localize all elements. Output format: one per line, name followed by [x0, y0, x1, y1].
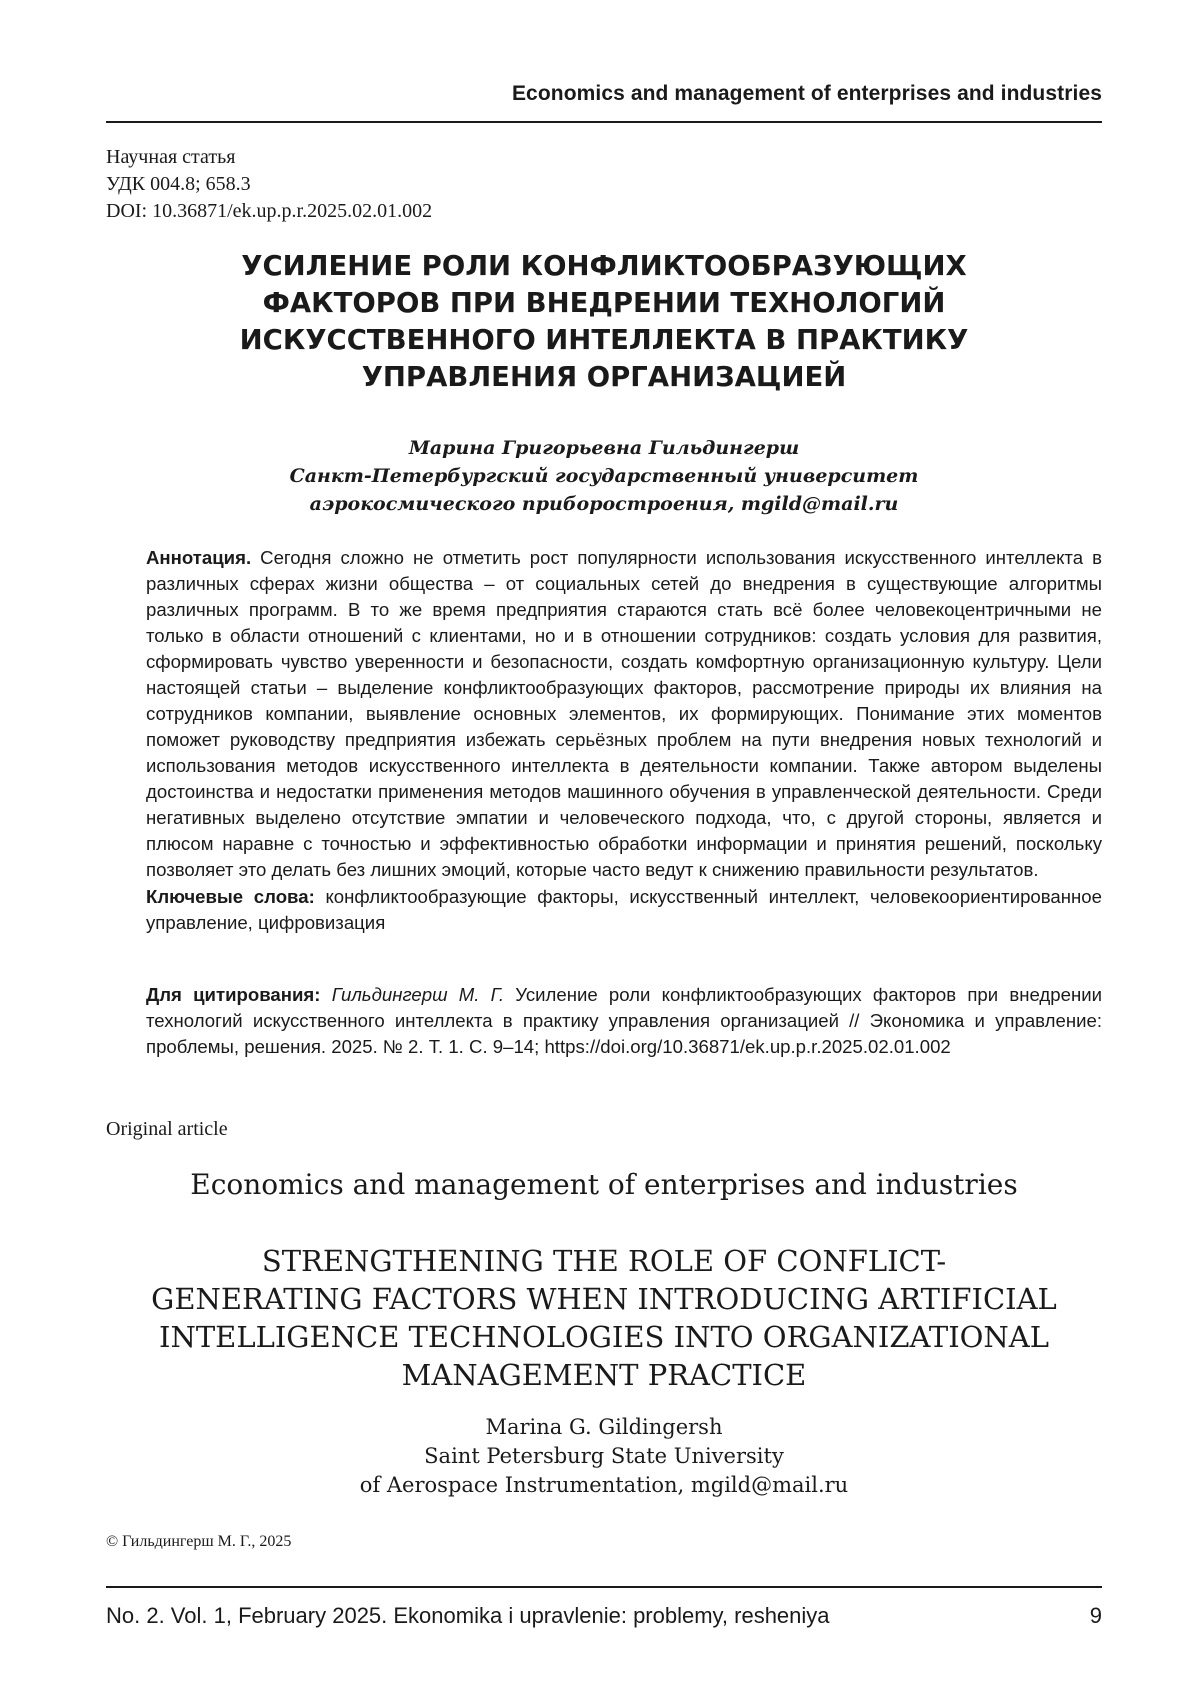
citation-text: Усиление роли конфликтообразующих факторов при внедрении технологий искусственного интеллекта в практику управления организацией // Экономика и управление: проблемы, решения. 2025. № 2. Т. 1. С. 9–14; https://doi.org/10.36871/ek.up.p.r.2025.02.01.002 — [146, 984, 1102, 1057]
title-en-line: GENERATING FACTORS WHEN INTRODUCING ARTIFICIAL — [106, 1280, 1102, 1318]
title-ru — [106, 248, 1102, 396]
keywords — [146, 884, 1102, 936]
keywords-text: конфликтообразующие факторы, искусственный интеллект, человекоориентированное управление, цифровизация — [146, 886, 1102, 933]
author-name-ru: Марина Григорьевна Гильдингерш — [106, 434, 1102, 462]
footer — [106, 1603, 1102, 1629]
affiliation-email-en: of Aerospace Instrumentation, mgild@mail.ru — [106, 1471, 1102, 1500]
footer-divider — [106, 1586, 1102, 1588]
abstract — [146, 545, 1102, 883]
page — [106, 0, 1102, 1698]
title-ru-line: ФАКТОРОВ ПРИ ВНЕДРЕНИИ ТЕХНОЛОГИЙ — [106, 285, 1102, 322]
title-en-line: STRENGTHENING THE ROLE OF CONFLICT- — [106, 1242, 1102, 1280]
abstract-label: Аннотация. — [146, 547, 251, 568]
original-article-label: Original article — [106, 1118, 228, 1141]
title-ru-line: ИСКУССТВЕННОГО ИНТЕЛЛЕКТА В ПРАКТИКУ — [106, 322, 1102, 359]
footer-issue: No. 2. Vol. 1, February 2025. Ekonomika i upravlenie: problemy, resheniya — [106, 1603, 830, 1628]
abstract-block — [146, 545, 1102, 936]
header-divider — [106, 121, 1102, 123]
author-block-ru — [106, 434, 1102, 518]
title-en — [106, 1242, 1102, 1394]
page-number: 9 — [1090, 1603, 1102, 1629]
title-en-line: MANAGEMENT PRACTICE — [106, 1356, 1102, 1394]
rubric-en: Economics and management of enterprises and industries — [106, 1168, 1102, 1201]
doi[interactable]: DOI: 10.36871/ek.up.p.r.2025.02.01.002 — [106, 198, 432, 225]
author-block-en — [106, 1413, 1102, 1500]
article-type: Научная статья — [106, 144, 432, 171]
article-meta — [106, 144, 432, 225]
udc-code: УДК 004.8; 658.3 — [106, 171, 432, 198]
title-en-line: INTELLIGENCE TECHNOLOGIES INTO ORGANIZATIONAL — [106, 1318, 1102, 1356]
affiliation-email-ru: аэрокосмического приборостроения, mgild@mail.ru — [106, 490, 1102, 518]
affiliation-ru: Санкт-Петербургский государственный университет — [106, 462, 1102, 490]
citation-author: Гильдингерш М. Г. — [332, 984, 504, 1005]
author-name-en: Marina G. Gildingersh — [106, 1413, 1102, 1442]
title-ru-line: УПРАВЛЕНИЯ ОРГАНИЗАЦИЕЙ — [106, 359, 1102, 396]
abstract-text: Сегодня сложно не отметить рост популярности использования искусственного интеллекта в различных сферах жизни общества – от социальных сетей до внедрения в существующие алгоритмы различных программ. В то же время предприятия стараются стать всё более человекоцентричными не только в области отношений с клиентами, но и в отношении сотрудников: создать условия для развития, сформировать чувство уверенности и безопасности, создать комфортную организационную культуру. Цели настоящей статьи – выделение конфликтообразующих факторов, рассмотрение природы их влияния на сотрудников компании, выявление основных элементов, их формирующих. Понимание этих моментов поможет руководству предприятия избежать серьёзных проблем на пути внедрения новых технологий и использования методов искусственного интеллекта в деятельности компании. Также автором выделены достоинства и недостатки применения методов машинного обучения в управленческой деятельности. Среди негативных выделено отсутствие эмпатии и человеческого подхода, что, с другой стороны, является и плюсом наравне с точностью и эффективностью обработки информации и принятия решений, поскольку позволяет это делать без лишних эмоций, которые часто ведут к снижению правильности результатов. — [146, 547, 1102, 880]
keywords-label: Ключевые слова: — [146, 886, 315, 907]
copyright: © Гильдингерш М. Г., 2025 — [106, 1533, 291, 1551]
affiliation-en: Saint Petersburg State University — [106, 1442, 1102, 1471]
citation — [146, 982, 1102, 1060]
section-header: Economics and management of enterprises and industries — [512, 82, 1102, 106]
citation-label: Для цитирования: — [146, 984, 320, 1005]
title-ru-line: УСИЛЕНИЕ РОЛИ КОНФЛИКТООБРАЗУЮЩИХ — [106, 248, 1102, 285]
